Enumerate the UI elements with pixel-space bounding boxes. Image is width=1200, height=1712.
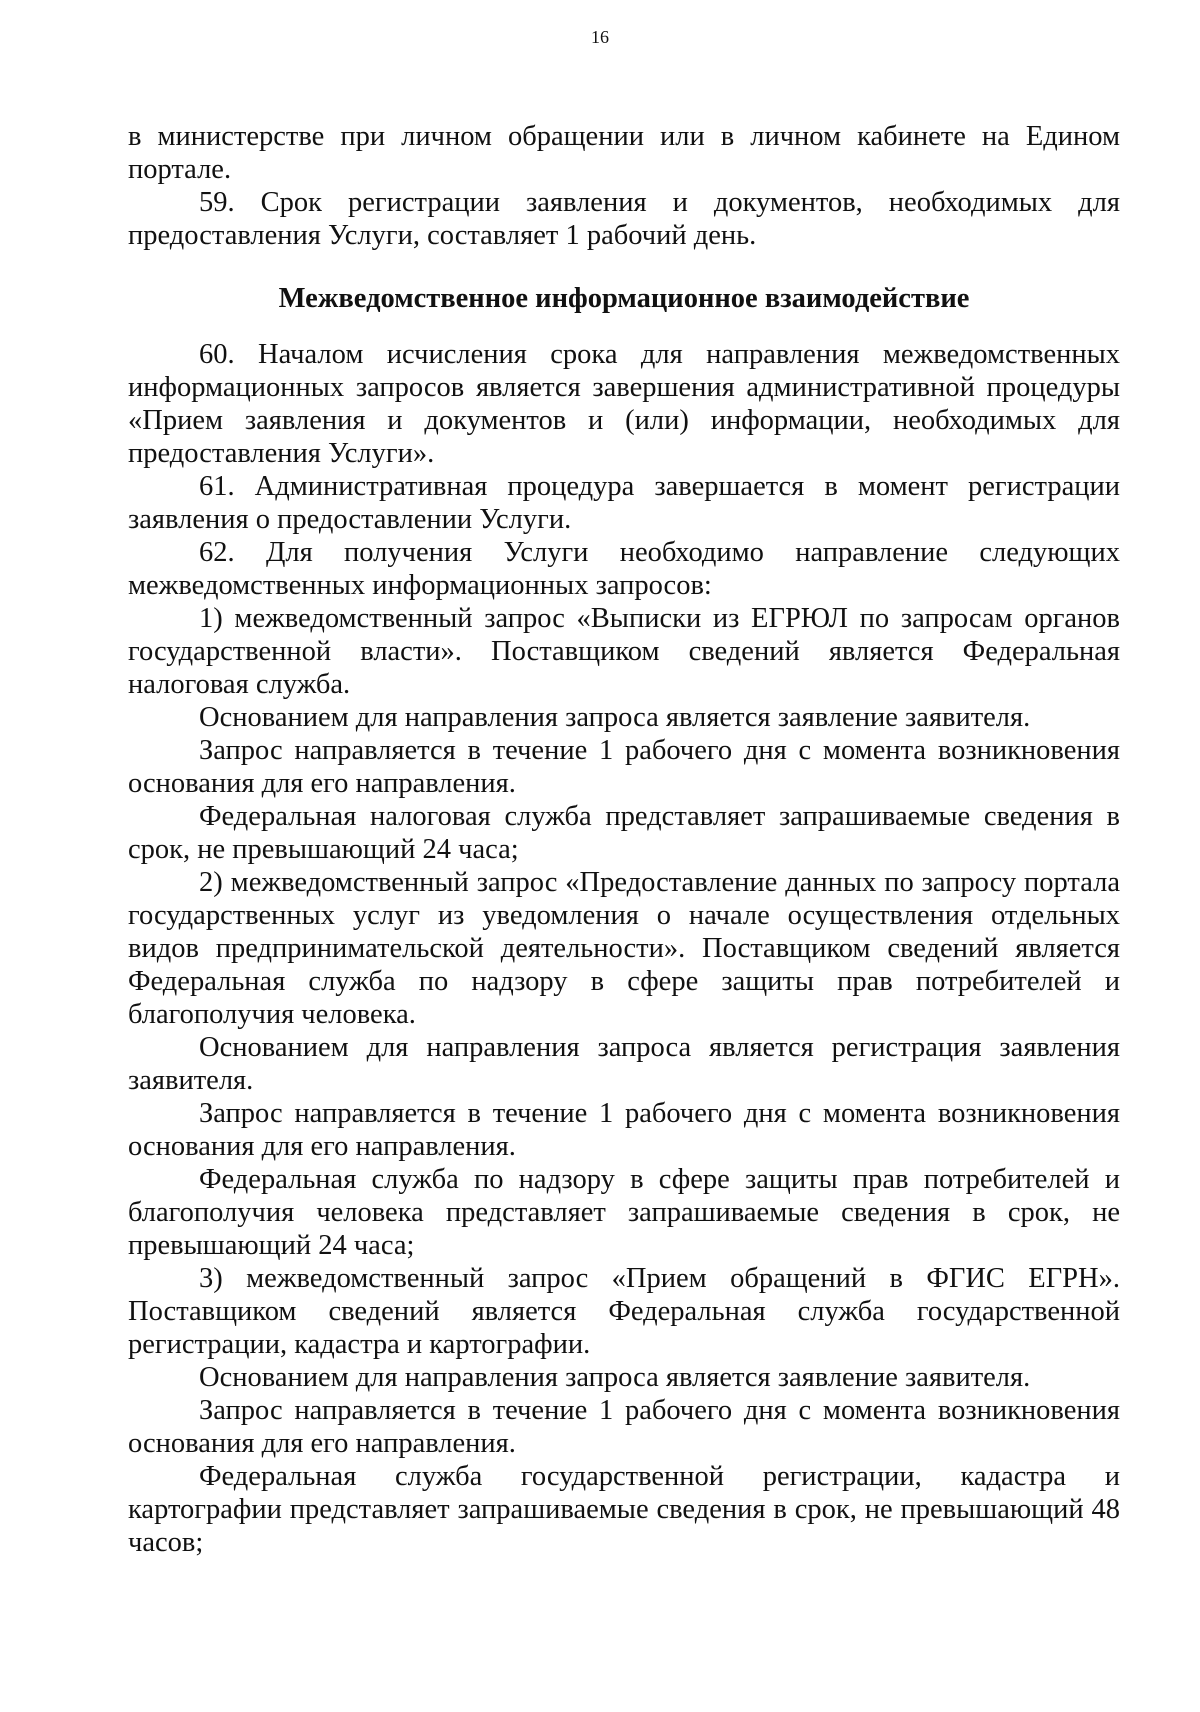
request-2-basis: Основанием для направления запроса является регистрация заявления заявителя. — [128, 1032, 1120, 1096]
request-3-title: 3) межведомственный запрос «Прием обращений в ФГИС ЕГРН». Поставщиком сведений является Федеральная служба государственной регистрации, кадастра и картографии. — [128, 1263, 1120, 1360]
paragraph-60: 60. Началом исчисления срока для направления межведомственных информационных запросов является завершения административной процедуры «Прием заявления и документов и (или) информации, необходимых для предоставления Услуги». — [128, 339, 1120, 469]
request-2-response: Федеральная служба по надзору в сфере защиты прав потребителей и благополучия человека представляет запрашиваемые сведения в срок, не превышающий 24 часа; — [128, 1164, 1120, 1261]
request-3-response: Федеральная служба государственной регистрации, кадастра и картографии представляет запрашиваемые сведения в срок, не превышающий 48 часов; — [128, 1461, 1120, 1558]
paragraph-61: 61. Административная процедура завершается в момент регистрации заявления о предоставлении Услуги. — [128, 471, 1120, 535]
section-heading: Межведомственное информационное взаимодействие — [278, 283, 970, 314]
request-1-timing: Запрос направляется в течение 1 рабочего дня с момента возникновения основания для его направления. — [128, 735, 1120, 799]
request-3-basis: Основанием для направления запроса является заявление заявителя. — [199, 1362, 1031, 1393]
paragraph-59: 59. Срок регистрации заявления и документов, необходимых для предоставления Услуги, составляет 1 рабочий день. — [128, 187, 1120, 251]
request-2-title: 2) межведомственный запрос «Предоставление данных по запросу портала государственных услуг из уведомления о начале осуществления отдельных видов предпринимательской деятельности». Поставщиком сведений является Федеральная служба по надзору в сфере защиты прав потребителей и благополучия человека. — [128, 867, 1120, 1030]
paragraph-continuation: в министерстве при личном обращении или в личном кабинете на Едином портале. — [128, 121, 1120, 185]
request-2-timing: Запрос направляется в течение 1 рабочего дня с момента возникновения основания для его направления. — [128, 1098, 1120, 1162]
page-number: 16 — [591, 27, 609, 47]
paragraph-62: 62. Для получения Услуги необходимо направление следующих межведомственных информационных запросов: — [128, 537, 1120, 601]
request-1-title: 1) межведомственный запрос «Выписки из ЕГРЮЛ по запросам органов государственной власти». Поставщиком сведений является Федеральная налоговая служба. — [128, 603, 1120, 700]
request-1-basis: Основанием для направления запроса является заявление заявителя. — [199, 702, 1031, 733]
document-body — [128, 120, 1120, 1559]
request-1-response: Федеральная налоговая служба представляет запрашиваемые сведения в срок, не превышающий 24 часа; — [128, 801, 1120, 865]
request-3-timing: Запрос направляется в течение 1 рабочего дня с момента возникновения основания для его направления. — [128, 1395, 1120, 1459]
